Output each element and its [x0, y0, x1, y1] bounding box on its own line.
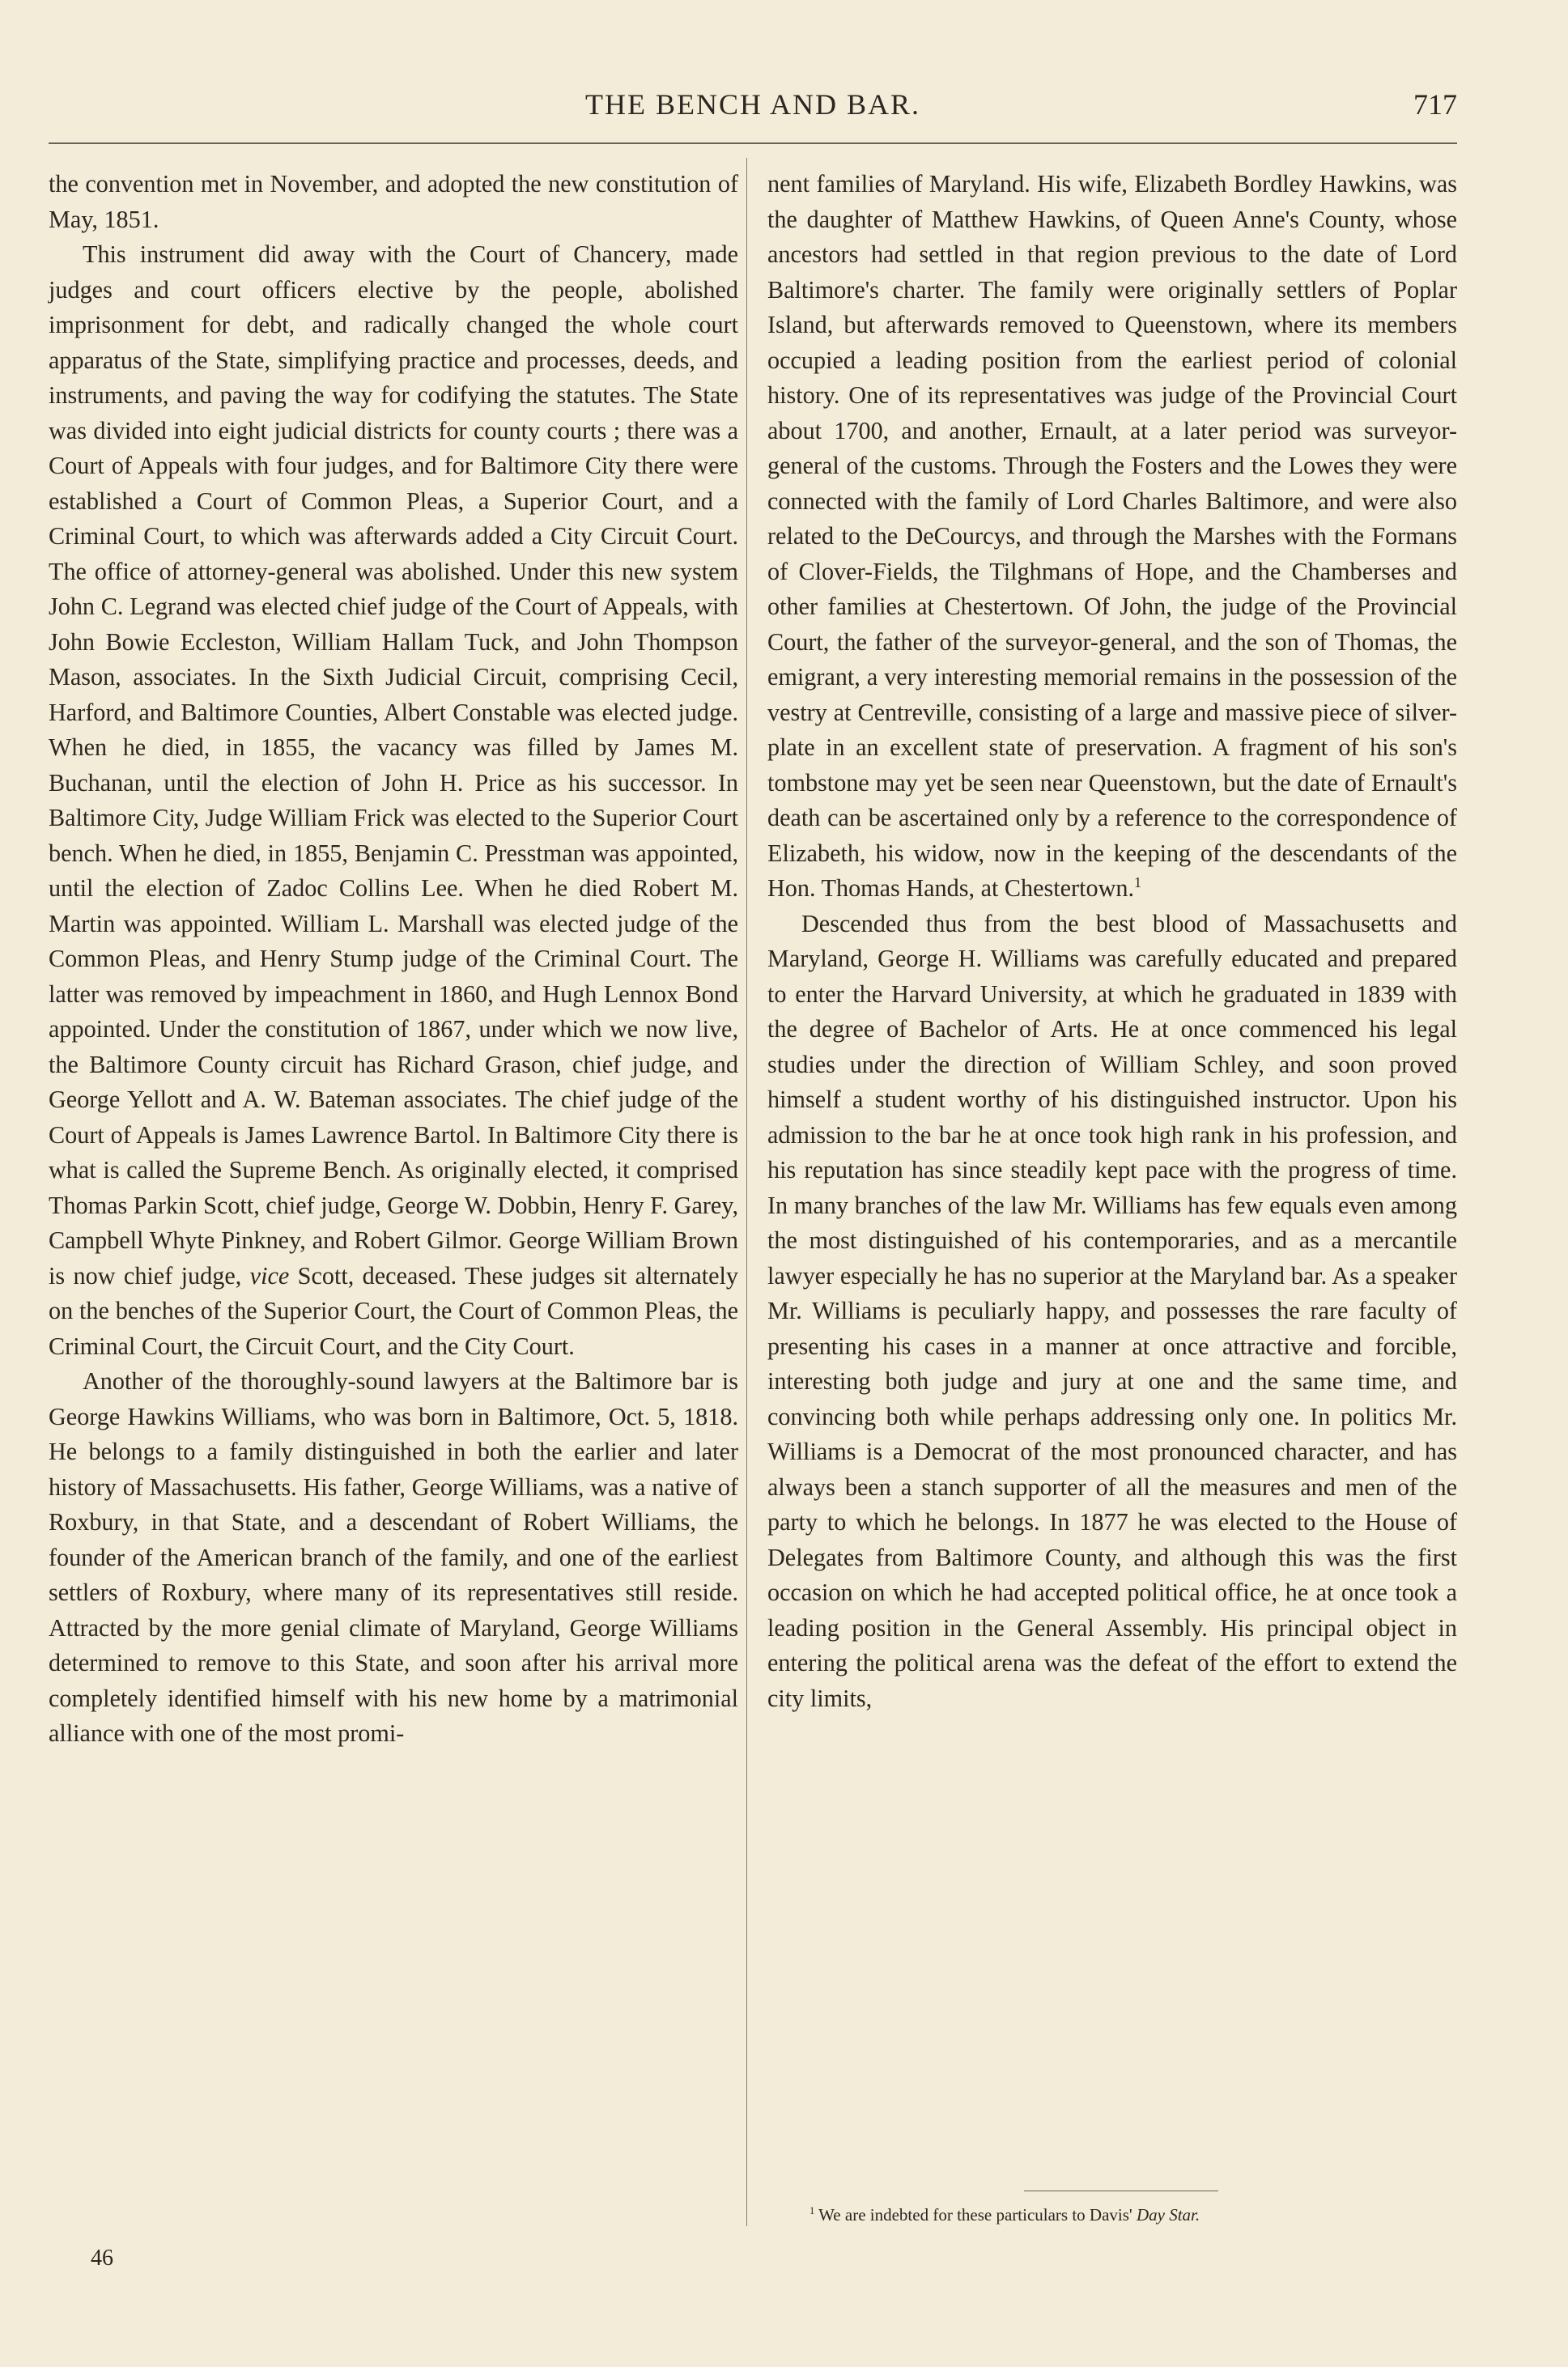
- footnote-source: Day Star.: [1136, 2205, 1200, 2225]
- paragraph: [49, 237, 738, 1364]
- paragraph: the convention met in November, and adopted the new constitution of May, 1851.: [49, 170, 738, 233]
- italic-term: vice: [249, 1261, 290, 1290]
- column-divider: [746, 158, 747, 2226]
- running-header: [49, 87, 1457, 136]
- signature-mark: 46: [91, 2246, 113, 2271]
- paragraph-text: nent families of Maryland. His wife, Elizabeth Bordley Hawkins, was the daughter of Matthew Hawkins, of Queen Anne's County, whose ancestors had settled in that region previous to the date of Lord Baltimore's charter. The family were originally settlers of Poplar Island, but afterwards removed to Queenstown, where its members occupied a leading position from the earliest period of colonial history. One of its representatives was judge of the Provincial Court about 1700, and another, Ernault, at a later period was surveyor-general of the customs. Through the Fosters and the Lowes they were connected with the family of Lord Charles Baltimore, and were also related to the DeCourcys, and through the Marshes with the Formans of Clover-Fields, the Tilghmans of Hope, and the Chamberses and other families at Chestertown. Of John, the judge of the Provincial Court, the father of the surveyor-general, and the son of Thomas, the emigrant, a very interesting memorial remains in the possession of the vestry at Centreville, consisting of a large and massive piece of silver-plate in an excellent state of preservation. A fragment of his son's tombstone may yet be seen near Queenstown, but the date of Ernault's death can be ascertained only by a reference to the correspondence of Elizabeth, his widow, now in the keeping of the descendants of the Hon. Thomas Hands, at Chestertown.: [767, 170, 1457, 902]
- paragraph: Another of the thoroughly-sound lawyers at the Baltimore bar is George Hawkins Williams, who was born in Baltimore, Oct. 5, 1818. He belongs to a family distinguished in both the earlier and later history of Massachusetts. His father, George Williams, was a native of Roxbury, in that State, and a descendant of Robert Williams, the founder of the American branch of the family, and one of the earliest settlers of Roxbury, where many of its representatives still reside. Attracted by the more genial climate of Maryland, George Williams determined to remove to this State, and soon after his arrival more completely identified himself with his new home by a matrimonial alliance with one of the most promi-: [49, 1367, 738, 1747]
- paragraph-text: Scott, deceased. These judges sit alternately on the benches of the Superior Court, the Court of Common Pleas, the Criminal Court, the Circuit Court, and the City Court.: [49, 1261, 738, 1360]
- left-column: [49, 167, 738, 1752]
- running-title: THE BENCH AND BAR.: [584, 88, 921, 121]
- paragraph: [767, 167, 1457, 907]
- page-number: 717: [1413, 88, 1457, 121]
- footnote: [809, 2203, 1457, 2226]
- paragraph-text: This instrument did away with the Court of Chancery, made judges and court officers elective by the people, abolished imprisonment for debt, and radically changed the whole court apparatus of the State, simplifying practice and processes, deeds, and instruments, and paving the way for codifying the statutes. The State was divided into eight judicial districts for county courts ; there was a Court of Appeals with four judges, and for Baltimore City there were established a Court of Common Pleas, a Superior Court, and a Criminal Court, to which was afterwards added a City Circuit Court. The office of attorney-general was abolished. Under this new system John C. Legrand was elected chief judge of the Court of Appeals, with John Bowie Eccleston, William Hallam Tuck, and John Thompson Mason, associates. In the Sixth Judicial Circuit, comprising Cecil, Harford, and Baltimore Counties, Albert Constable was elected judge. When he died, in 1855, the vacancy was filled by James M. Buchanan, until the election of John H. Price as his successor. In Baltimore City, Judge William Frick was elected to the Superior Court bench. When he died, in 1855, Benjamin C. Presstman was appointed, until the election of Zadoc Collins Lee. When he died Robert M. Martin was appointed. William L. Marshall was elected judge of the Common Pleas, and Henry Stump judge of the Criminal Court. The latter was removed by impeachment in 1860, and Hugh Lennox Bond appointed. Under the constitution of 1867, under which we now live, the Baltimore County circuit has Richard Grason, chief judge, and George Yellott and A. W. Bateman associates. The chief judge of the Court of Appeals is James Lawrence Bartol. In Baltimore City there is what is called the Supreme Bench. As originally elected, it comprised Thomas Parkin Scott, chief judge, George W. Dobbin, Henry F. Garey, Campbell Whyte Pinkney, and Robert Gilmor. George William Brown is now chief judge,: [49, 240, 738, 1290]
- footnote-marker: 1: [809, 2205, 815, 2216]
- right-column: [767, 167, 1457, 1716]
- footnote-reference: 1: [1134, 873, 1142, 890]
- header-rule: [49, 142, 1457, 144]
- footnote-text: We are indebted for these particulars to Davis': [818, 2205, 1132, 2225]
- paragraph: Descended thus from the best blood of Massachusetts and Maryland, George H. Williams was carefully educated and prepared to enter the Harvard University, at which he graduated in 1839 with the degree of Bachelor of Arts. He at once commenced his legal studies under the direction of William Schley, and soon proved himself a student worthy of his distinguished instructor. Upon his admission to the bar he at once took high rank in his profession, and his reputation has since steadily kept pace with the progress of time. In many branches of the law Mr. Williams has few equals even among the most distinguished of his contemporaries, and as a mercantile lawyer especially he has no superior at the Maryland bar. As a speaker Mr. Williams is peculiarly happy, and possesses the rare faculty of presenting his cases in a manner at once attractive and forcible, interesting both judge and jury at one and the same time, and convincing both while perhaps addressing only one. In politics Mr. Williams is a Democrat of the most pronounced character, and has always been a stanch supporter of all the measures and men of the party to which he belongs. In 1877 he was elected to the House of Delegates from Baltimore County, and although this was the first occasion on which he had accepted political office, he at once took a leading position in the General Assembly. His principal object in entering the political arena was the defeat of the effort to extend the city limits,: [767, 909, 1457, 1712]
